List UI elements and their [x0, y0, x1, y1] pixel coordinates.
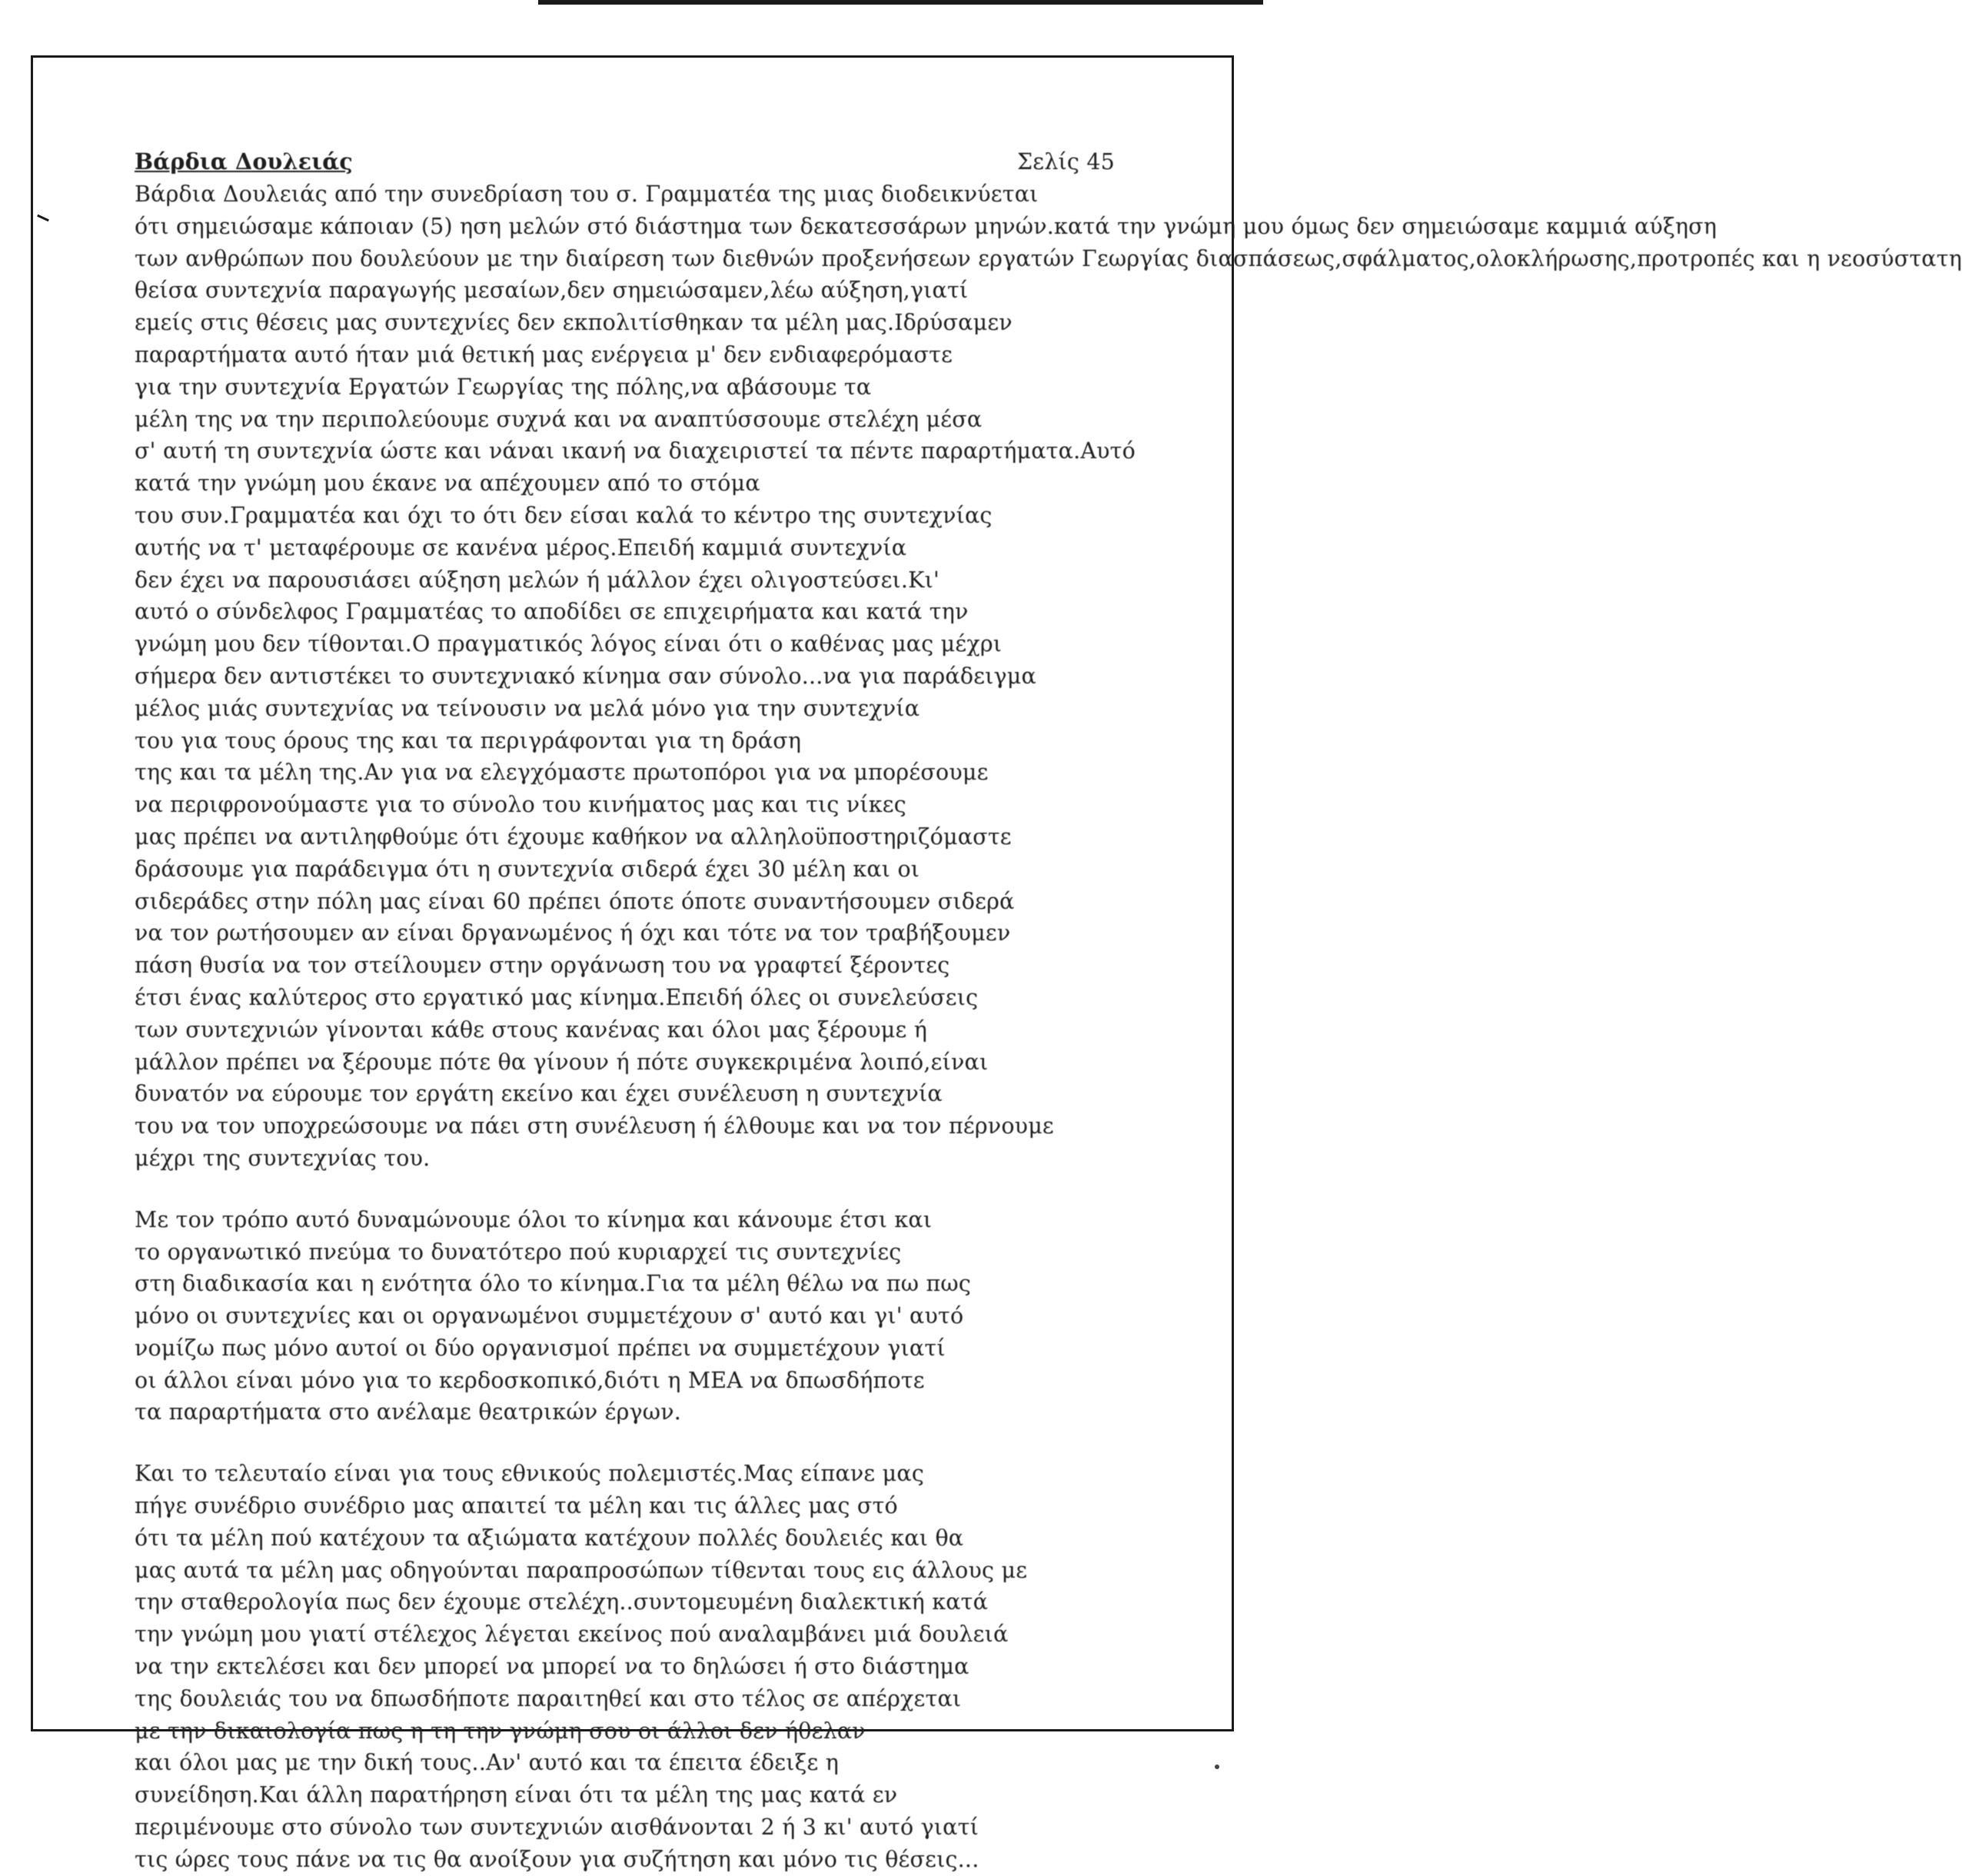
- text-line: της δουλειάς του να δπωσδήποτε παραιτηθεί και στο τέλος σε απέρχεται: [135, 1685, 962, 1711]
- text-line: το οργανωτικό πνεύμα το δυνατότερο πού κυριαρχεί τις συντεχνίες: [135, 1239, 902, 1265]
- text-line: δράσουμε για παράδειγμα ότι η συντεχνία σιδερά έχει 30 μέλη και οι: [135, 856, 920, 882]
- text-line: μάλλον πρέπει να ξέρουμε πότε θα γίνουν ή πότε συγκεκριμένα λοιπό,είναι: [135, 1049, 989, 1075]
- text-line: μέλος μιάς συντεχνίας να τείνουσιν να μελά μόνο για την συντεχνία: [135, 695, 920, 721]
- text-line: έτσι ένας καλύτερος στο εργατικό μας κίνημα.Επειδή όλες οι συνελεύσεις: [135, 984, 979, 1010]
- text-line: δεν έχει να παρουσιάσει αύξηση μελών ή μάλλον έχει ολιγοστεύσει.Κι': [135, 567, 940, 593]
- text-line: θείσα συντεχνία παραγωγής μεσαίων,δεν σημειώσαμεν,λέω αύξηση,γιατί: [135, 278, 969, 304]
- text-line: Βάρδια Δουλειάς από την συνεδρίαση του σ. Γραμματέα της μιας διοδεικνύεται: [135, 181, 1039, 207]
- text-line: Με τον τρόπο αυτό δυναμώνουμε όλοι το κίνημα και κάνουμε έτσι και: [135, 1206, 933, 1232]
- text-line: του συν.Γραμματέα και όχι το ότι δεν είσαι καλά το κέντρο της συντεχνίας: [135, 502, 993, 528]
- text-line: να περιφρονούμαστε για το σύνολο του κινήματος μας και τις νίκες: [135, 792, 906, 818]
- text-line: σιδεράδες στην πόλη μας είναι 60 πρέπει όποτε όποτε συναντήσουμεν σιδερά: [135, 888, 1015, 914]
- text-line: αυτό ο σύνδελφος Γραμματέας το αποδίδει σε επιχειρήματα και κατά την: [135, 599, 969, 625]
- text-line: σήμερα δεν αντιστέκει το συντεχνιακό κίνημα σαν σύνολο...να για παράδειγμα: [135, 663, 1036, 689]
- text-line: ότι τα μέλη πού κατέχουν τα αξιώματα κατέχουν πολλές δουλειές και θα: [135, 1525, 964, 1551]
- paragraph-1: [135, 178, 1962, 1175]
- text-line: του για τους όρους της και τα περιγράφονται για τη δράση: [135, 727, 802, 753]
- text-line: των ανθρώπων που δουλεύουν με την διαίρεση των διεθνών προξενήσεων εργατών Γεωργίας διασπάσεως,σφάλματος,ολοκλήρωσης,προτροπές και η νεοσύστατη: [135, 245, 1962, 271]
- letter-body: [135, 178, 1962, 1876]
- text-line: κατά την γνώμη μου έκανε να απέχουμεν από το στόμα: [135, 471, 760, 497]
- text-line: την γνώμη μου γιατί στέλεχος λέγεται εκείνος πού αναλαμβάνει μιά δουλειά: [135, 1622, 1009, 1648]
- text-line: δυνατόν να εύρουμε τον εργάτη εκείνο και έχει συνέλευση η συντεχνία: [135, 1081, 943, 1107]
- text-line: μέλη της να την περιπολεύουμε συχνά και να αναπτύσσουμε στελέχη μέσα: [135, 406, 983, 432]
- text-line: μας πρέπει να αντιληφθούμε ότι έχουμε καθήκον να αλληλοϋποστηριζόμαστε: [135, 823, 1012, 850]
- text-line: των συντεχνιών γίνονται κάθε στους κανένας και όλοι μας ξέρουμε ή: [135, 1016, 928, 1043]
- text-line: σ' αυτή τη συντεχνία ώστε και νάναι ικανή να διαχειριστεί τα πέντε παραρτήματα.Αυτό: [135, 438, 1136, 464]
- text-line: την σταθερολογία πως δεν έχουμε στελέχη..συντομευμένη διαλεκτική κατά: [135, 1589, 989, 1615]
- text-line: για την συντεχνία Εργατών Γεωργίας της πόλης,να αβάσουμε τα: [135, 374, 872, 400]
- text-line: εμείς στις θέσεις μας συντεχνίες δεν εκπολιτίσθηκαν τα μέλη μας.Ιδρύσαμεν: [135, 310, 1013, 336]
- text-line: τις ώρες τους πάνε να τις θα ανοίξουν για συζήτηση και μόνο τις θέσεις...: [135, 1846, 979, 1872]
- text-line: να την εκτελέσει και δεν μπορεί να μπορεί να το δηλώσει ή στο διάστημα: [135, 1654, 969, 1680]
- text-line: πήγε συνέδριο συνέδριο μας απαιτεί τα μέλη και τις άλλες μας στό: [135, 1493, 898, 1519]
- typed-letter: [135, 146, 1962, 1872]
- letter-header: [135, 146, 1192, 177]
- text-line: γνώμη μου δεν τίθονται.Ο πραγματικός λόγος είναι ότι ο καθένας μας μέχρι: [135, 631, 1003, 657]
- text-line: Και το τελευταίο είναι για τους εθνικούς πολεμιστές.Μας είπανε μας: [135, 1461, 924, 1487]
- text-line: αυτής να τ' μεταφέρουμε σε κανένα μέρος.Επειδή καμμιά συντεχνία: [135, 534, 907, 560]
- text-line: με την δικαιολογία πως η τη την γνώμη σου οι άλλοι δεν ήθελαν: [135, 1718, 866, 1744]
- text-line: περιμένουμε στο σύνολο των συντεχνιών αισθάνονται 2 ή 3 κι' αυτό γιατί: [135, 1814, 979, 1841]
- text-line: να τον ρωτήσουμεν αν είναι δργανωμένος ή όχι και τότε να τον τραβήξουμεν: [135, 920, 1011, 946]
- text-line: και όλοι μας με την δική τους..Αν' αυτό και τα έπειτα έδειξε η: [135, 1750, 839, 1776]
- text-line: τα παραρτήματα στο ανέλαμε θεατρικών έργων.: [135, 1399, 681, 1425]
- text-line: μας αυτά τα μέλη μας οδηγούνται παραπροσώπων τίθενται τους εις άλλους με: [135, 1557, 1028, 1583]
- text-line: νομίζω πως μόνο αυτοί οι δύο οργανισμοί πρέπει να συμμετέχουν γιατί: [135, 1335, 946, 1361]
- text-line: μέχρι της συντεχνίας του.: [135, 1145, 431, 1171]
- text-line: πάση θυσία να τον στείλουμεν στην οργάνωση του να γραφτεί ξέροντες: [135, 953, 950, 979]
- page-number: Σελίς 45: [1016, 149, 1115, 175]
- text-line: ότι σημειώσαμε κάποιαν (5) ηση μελών στό διάστημα των δεκατεσσάρων μηνών.κατά την γνώμη μου όμως δεν σημειώσαμε καμμιά αύξηση: [135, 213, 1718, 239]
- text-line: παραρτήματα αυτό ήταν μιά θετική μας ενέργεια μ' δεν ενδιαφερόμαστε: [135, 341, 953, 368]
- text-line: του να τον υποχρεώσουμε να πάει στη συνέλευση ή έλθουμε και να τον πέρνουμε: [135, 1113, 1054, 1139]
- text-line: στη διαδικασία και η ενότητα όλο το κίνημα.Για τα μέλη θέλω να πω πως: [135, 1271, 971, 1297]
- paragraph-3: [135, 1458, 1192, 1875]
- scan-speck: [1215, 1765, 1219, 1769]
- paragraph-2: [135, 1204, 1192, 1429]
- header-name: Βάρδια Δουλειάς: [135, 148, 353, 175]
- top-rule: [538, 0, 1263, 5]
- text-line: συνείδηση.Και άλλη παρατήρηση είναι ότι τα μέλη της μας κατά εν: [135, 1782, 898, 1808]
- text-line: της και τα μέλη της.Αν για να ελεγχόμαστε πρωτοπόροι για να μπορέσουμε: [135, 760, 989, 786]
- text-line: οι άλλοι είναι μόνο για το κερδοσκοπικό,διότι η ΜΕΑ να δπωσδήποτε: [135, 1367, 925, 1393]
- text-line: μόνο οι συντεχνίες και οι οργανωμένοι συμμετέχουν σ' αυτό και γι' αυτό: [135, 1303, 964, 1329]
